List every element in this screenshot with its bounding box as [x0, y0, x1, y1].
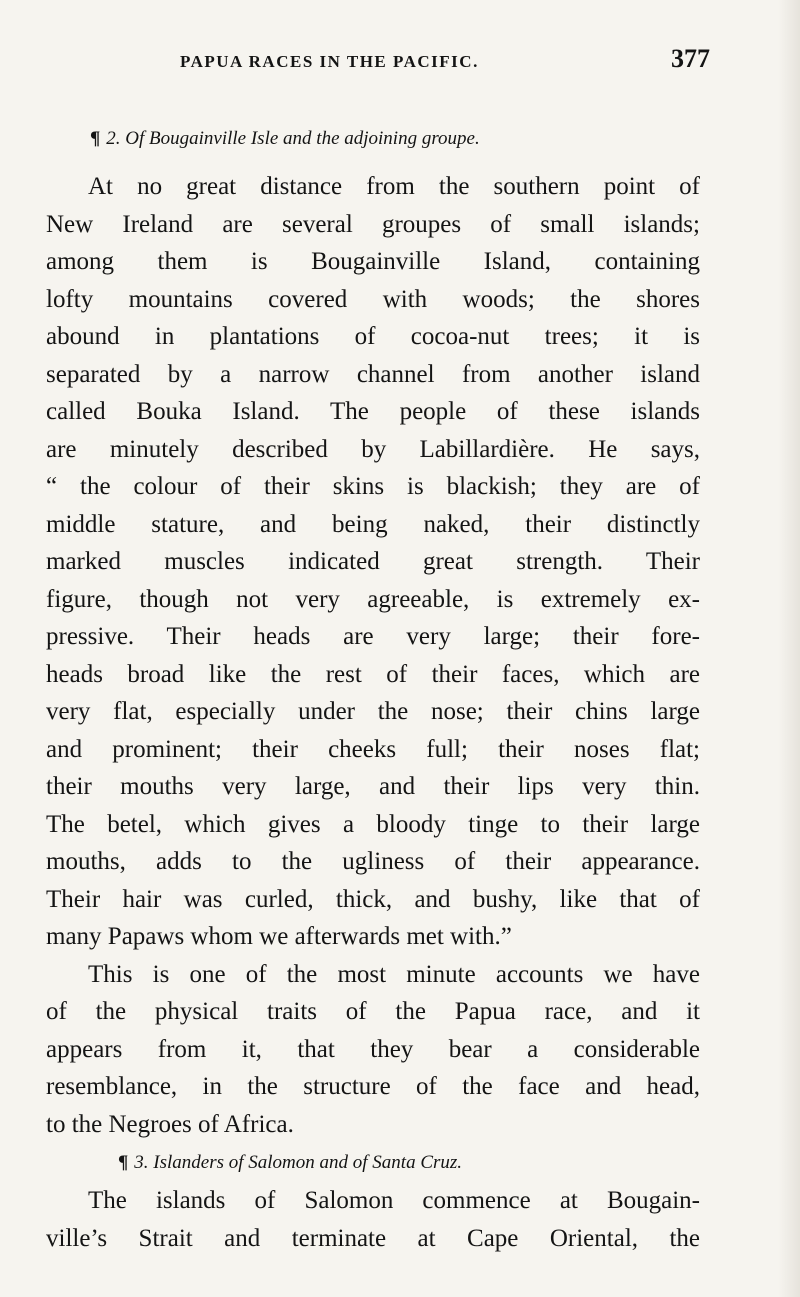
text-line: lofty mountains covered with woods; the shores — [46, 285, 700, 313]
text-line: among them is Bougainville Island, containing — [46, 248, 700, 275]
text-line: to the Negroes of Africa. — [46, 1110, 294, 1138]
section-heading-salomon — [118, 1152, 462, 1174]
page-edge — [778, 0, 800, 1297]
text-line: The betel, which gives a bloody tinge to their large — [46, 810, 700, 838]
text-line: This is one of the most minute accounts we have — [88, 960, 700, 988]
text-line: ville’s Strait and terminate at Cape Oriental, the — [46, 1224, 700, 1252]
pilcrow-mark: ¶ — [90, 128, 101, 149]
text-line: separated by a narrow channel from another island — [46, 360, 700, 388]
page-header — [180, 44, 710, 84]
text-line: very flat, especially under the nose; their chins large — [46, 698, 700, 725]
text-line: The islands of Salomon commence at Bougain- — [88, 1187, 700, 1214]
text-line: are minutely described by Labillardière. He says, — [46, 435, 700, 463]
text-line: middle stature, and being naked, their distinctly — [46, 510, 700, 538]
running-head: PAPUA RACES IN THE PACIFIC. — [180, 52, 479, 71]
text-line: At no great distance from the southern point of — [88, 173, 700, 200]
text-line: pressive. Their heads are very large; their fore- — [46, 623, 700, 650]
section-heading-bougainville — [90, 128, 480, 150]
text-line: “ the colour of their skins is blackish; they are of — [46, 473, 700, 500]
text-line: New Ireland are several groupes of small islands; — [46, 210, 700, 238]
text-line: marked muscles indicated great strength. Their — [46, 548, 700, 575]
text-line: heads broad like the rest of their faces, which are — [46, 660, 700, 688]
text-line: their mouths very large, and their lips very thin. — [46, 773, 700, 800]
body-text — [46, 168, 700, 1143]
text-line: Their hair was curled, thick, and bushy, like that of — [46, 885, 700, 913]
text-line: mouths, adds to the ugliness of their appearance. — [46, 848, 700, 875]
page-number: 377 — [671, 44, 710, 73]
text-line: abound in plantations of cocoa-nut trees; it is — [46, 323, 700, 350]
pilcrow-mark: ¶ — [118, 1152, 129, 1173]
text-line: many Papaws whom we afterwards met with.” — [46, 923, 512, 950]
text-line: figure, though not very agreeable, is extremely ex- — [46, 585, 700, 613]
section-title: 3. Islanders of Salomon and of Santa Cruz. — [134, 1152, 463, 1173]
text-line: of the physical traits of the Papua race, and it — [46, 998, 700, 1025]
body-text-continued — [46, 1182, 700, 1257]
text-line: called Bouka Island. The people of these islands — [46, 398, 700, 425]
section-title: 2. Of Bougainville Isle and the adjoining groupe. — [106, 128, 480, 149]
text-line: appears from it, that they bear a considerable — [46, 1035, 700, 1063]
text-line: and prominent; their cheeks full; their noses flat; — [46, 735, 700, 763]
text-line: resemblance, in the structure of the face and head, — [46, 1073, 700, 1100]
